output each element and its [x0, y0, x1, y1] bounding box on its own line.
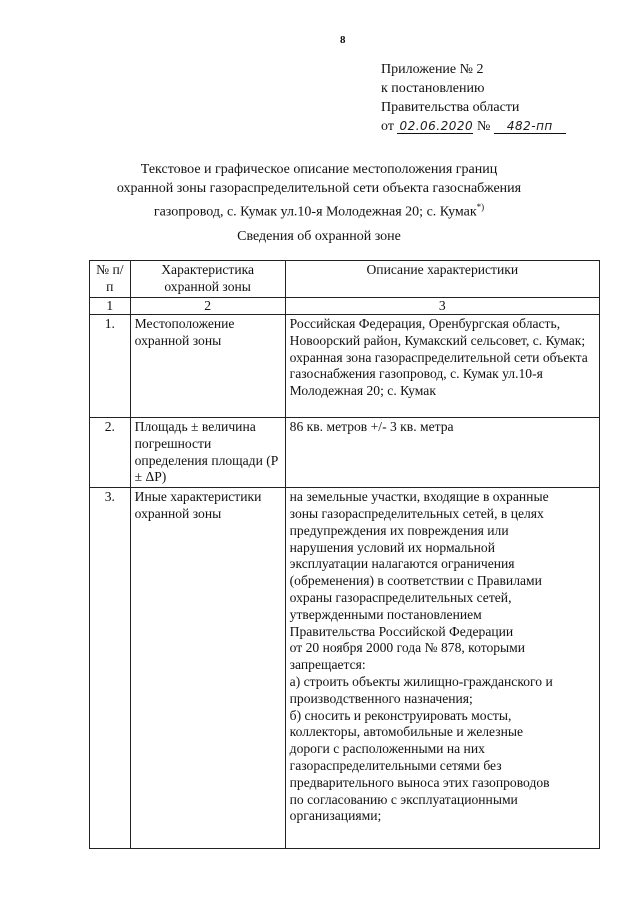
- title-line-text: газопровод, с. Кумак ул.10-я Молодежная 20; с. Кумак: [153, 204, 477, 220]
- description-line: по согласованию с эксплуатационными: [289, 791, 518, 807]
- table-row: [90, 418, 600, 488]
- description-line: Правительства Российской Федерации: [289, 623, 514, 639]
- footnote-mark: *): [476, 202, 485, 212]
- number-label: №: [476, 119, 491, 134]
- header-number: № п/п: [90, 261, 131, 298]
- header-characteristic: Характеристика охранной зоны: [130, 261, 285, 298]
- document-title: [80, 160, 558, 222]
- description-line: охраны газораспределительных сетей,: [289, 589, 512, 605]
- description-line: дороги с расположенными на них: [289, 741, 485, 757]
- description-line: зоны газораспределительных сетей, в целях: [289, 505, 544, 521]
- description-line: б) сносить и реконструировать мосты,: [289, 707, 512, 723]
- description-line: коллекторы, автомобильные и железные: [289, 724, 524, 740]
- row-description: 86 кв. метров +/- 3 кв. метра: [285, 418, 599, 488]
- row-number: 1.: [90, 315, 131, 418]
- table-row: [90, 315, 600, 418]
- row-number: 3.: [90, 488, 131, 849]
- row-description: [285, 488, 599, 849]
- description-line: предварительного выноса этих газопроводов: [289, 774, 550, 790]
- row-characteristic: Местоположение охранной зоны: [130, 315, 285, 418]
- header-description: Описание характеристики: [285, 261, 599, 298]
- appendix-line: Правительства области: [381, 100, 520, 115]
- description-line: (обременения) в соответствии с Правилами: [289, 573, 542, 589]
- description-line: предупреждения их повреждения или: [289, 522, 509, 538]
- row-number: 2.: [90, 418, 131, 488]
- row-characteristic: Площадь ± величина погрешности определения площади (P ± ΔP): [130, 418, 285, 488]
- table-row: [90, 488, 600, 849]
- appendix-block: [381, 60, 566, 136]
- description-line: эксплуатации налагаются ограничения: [289, 556, 515, 572]
- handwritten-number: 482-пп: [494, 120, 566, 134]
- row-characteristic: Иные характеристики охранной зоны: [130, 488, 285, 849]
- row-description: Российская Федерация, Оренбургская область, Новоорский район, Кумакский сельсовет, с. Кумак; охранная зона газораспределительной сети объекта газоснабжения газопровод, с. Кумак ул.10-я Молодежная 20; с. Кумак: [285, 315, 599, 418]
- index-cell: 1: [90, 298, 131, 315]
- section-heading: Сведения об охранной зоне: [237, 229, 401, 244]
- description-line: утвержденными постановлением: [289, 606, 482, 622]
- description-line: а) строить объекты жилищно-гражданского и: [289, 673, 553, 689]
- index-cell: 3: [285, 298, 599, 315]
- description-line: газораспределительными сетями без: [289, 757, 502, 773]
- index-cell: 2: [130, 298, 285, 315]
- appendix-line: Приложение № 2: [381, 62, 484, 77]
- table-index-row: [90, 298, 600, 315]
- description-line: организациями;: [289, 808, 382, 824]
- title-line: [80, 198, 558, 222]
- description-line: нарушения условий их нормальной: [289, 539, 495, 555]
- description-line: на земельные участки, входящие в охранные: [289, 489, 549, 505]
- description-line: запрещается:: [289, 657, 366, 673]
- appendix-line: к постановлению: [381, 81, 485, 96]
- handwritten-date: 02.06.2020: [399, 119, 474, 133]
- title-line: охранной зоны газораспределительной сети объекта газоснабжения: [116, 181, 522, 196]
- table-header-row: [90, 261, 600, 298]
- zone-table: [89, 260, 600, 849]
- description-line: от 20 ноября 2000 года № 878, которыми: [289, 640, 526, 656]
- appendix-date-line: [381, 117, 566, 136]
- from-label: от: [381, 119, 394, 134]
- page-number: 8: [340, 34, 346, 46]
- description-line: производственного назначения;: [289, 690, 473, 706]
- title-line: Текстовое и графическое описание местоположения границ: [140, 162, 498, 177]
